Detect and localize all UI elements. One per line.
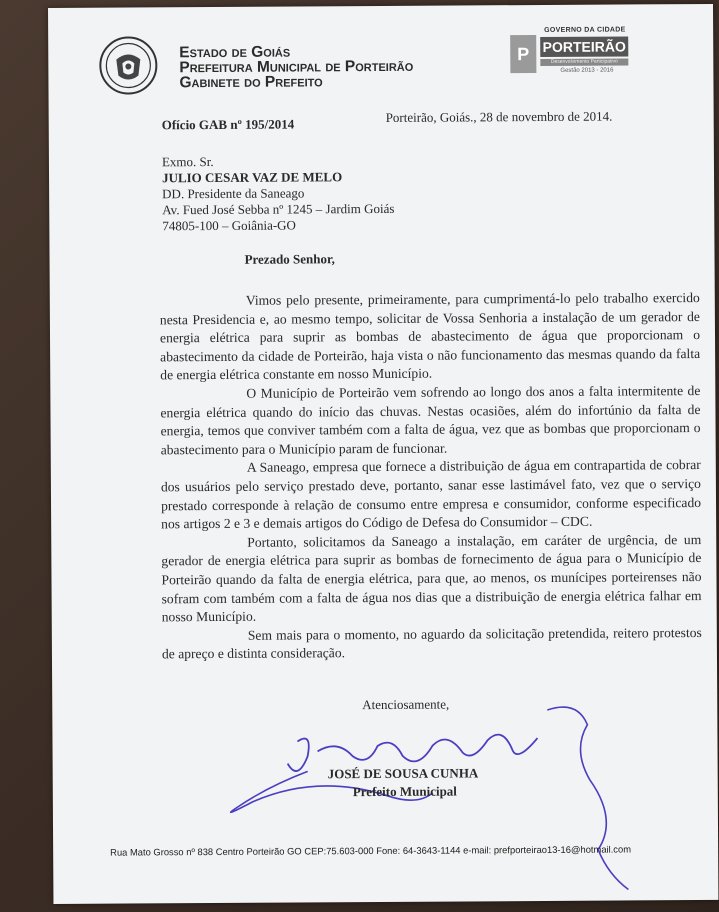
- body-paragraph-4: Portanto, solicitamos da Saneago a instalação, em caráter de urgência, de um gerador de energia elétrica para suprir as bombas de fornecimento de água para o Município de Porteirão quando da falta de energia elétrica, para que, ao menos, os munícipes porteirenses não sofram com também com a falta de água nos dias que a distribuição de energia elétrica falhar em nosso Município.: [161, 531, 702, 625]
- letter-body: [160, 289, 702, 664]
- recipient-name: JULIO CESAR VAZ DE MELO: [161, 169, 343, 186]
- letter-reference: Ofício GAB nº 195/2014: [161, 116, 295, 133]
- logo-strip: Desenvolvimento Participativo: [540, 58, 628, 66]
- letterhead-state: Estado de Goiás: [179, 43, 291, 62]
- signer-name: JOSÉ DE SOUSA CUNHA: [327, 765, 479, 782]
- recipient-salutation: Exmo. Sr.: [161, 153, 214, 170]
- body-paragraph-2: O Município de Porteirão vem sofrendo ao longo dos anos a falta intermitente de energia elétrica quando do início das chuvas. Nestas ocasiões, além do infortúnio da falta de energia, temos que conviver também com a falta de água, vez que as bombas que proporcionam o abastecimento para o Município param de funcionar.: [160, 382, 701, 458]
- body-paragraph-5: Sem mais para o momento, no aguardo da solicitação pretendida, reitero protestos de apreço e distinta consideração.: [161, 624, 702, 662]
- letterhead-office: Gabinete do Prefeito: [179, 73, 323, 92]
- closing: Atenciosamente,: [362, 696, 450, 713]
- letterhead: [179, 44, 413, 90]
- handwritten-signature: [177, 696, 698, 902]
- logo-top-text: GOVERNO DA CIDADE: [544, 26, 626, 34]
- signer-title: Prefeito Municipal: [352, 783, 457, 800]
- place-date: Porteirão, Goiás., 28 de novembro de 2014.: [385, 108, 613, 125]
- city-government-logo: [510, 26, 632, 85]
- logo-term: Gestão 2013 - 2016: [560, 67, 614, 74]
- letter-page: [48, 4, 718, 904]
- municipal-seal-icon: [98, 35, 158, 95]
- greeting: Prezado Senhor,: [244, 251, 335, 267]
- logo-emblem-icon: P: [510, 35, 536, 73]
- body-paragraph-3: A Saneago, empresa que fornece a distribuição de água em contrapartida de cobrar dos usuários pelo serviço prestado deve, portanto, sanar esse lastimável fato, vez que o serviço prestado corresponde à relação de consumo entre empresa e consumidor, conforme especificado nos artigos 2 e 3 e demais artigos do Código de Defesa do Consumidor – CDC.: [160, 457, 702, 532]
- letterhead-prefecture: Prefeitura Municipal de Porteirão: [179, 57, 414, 77]
- recipient-address: Av. Fued José Sebba nº 1245 – Jardim Goiás: [162, 200, 395, 218]
- body-paragraph-1: Vimos pelo presente, primeiramente, para cumprimentá-lo pelo trabalho exercido nesta Presidencia e, ao mesmo tempo, solicitar de Vossa Senhoria a instalação de um gerador de energia elétrica para suprir as bombas de abastecimento de água que proporcionam o abastecimento da cidade de Porteirão, haja vista o não funcionamento das mesmas quando da falta de energia elétrica constante em nosso Município.: [159, 290, 701, 383]
- recipient-role: DD. Presidente da Saneago: [162, 185, 305, 202]
- footer-address: Rua Mato Grosso nº 838 Centro Porteirão GO CEP:75.603-000 Fone: 64-3643-1144 e-mail: prefporteirao13-16@hotmail.com: [110, 843, 632, 858]
- logo-city-name: PORTEIRÃO: [540, 36, 628, 57]
- recipient-cep: 74805-100 – Goiânia-GO: [162, 217, 296, 234]
